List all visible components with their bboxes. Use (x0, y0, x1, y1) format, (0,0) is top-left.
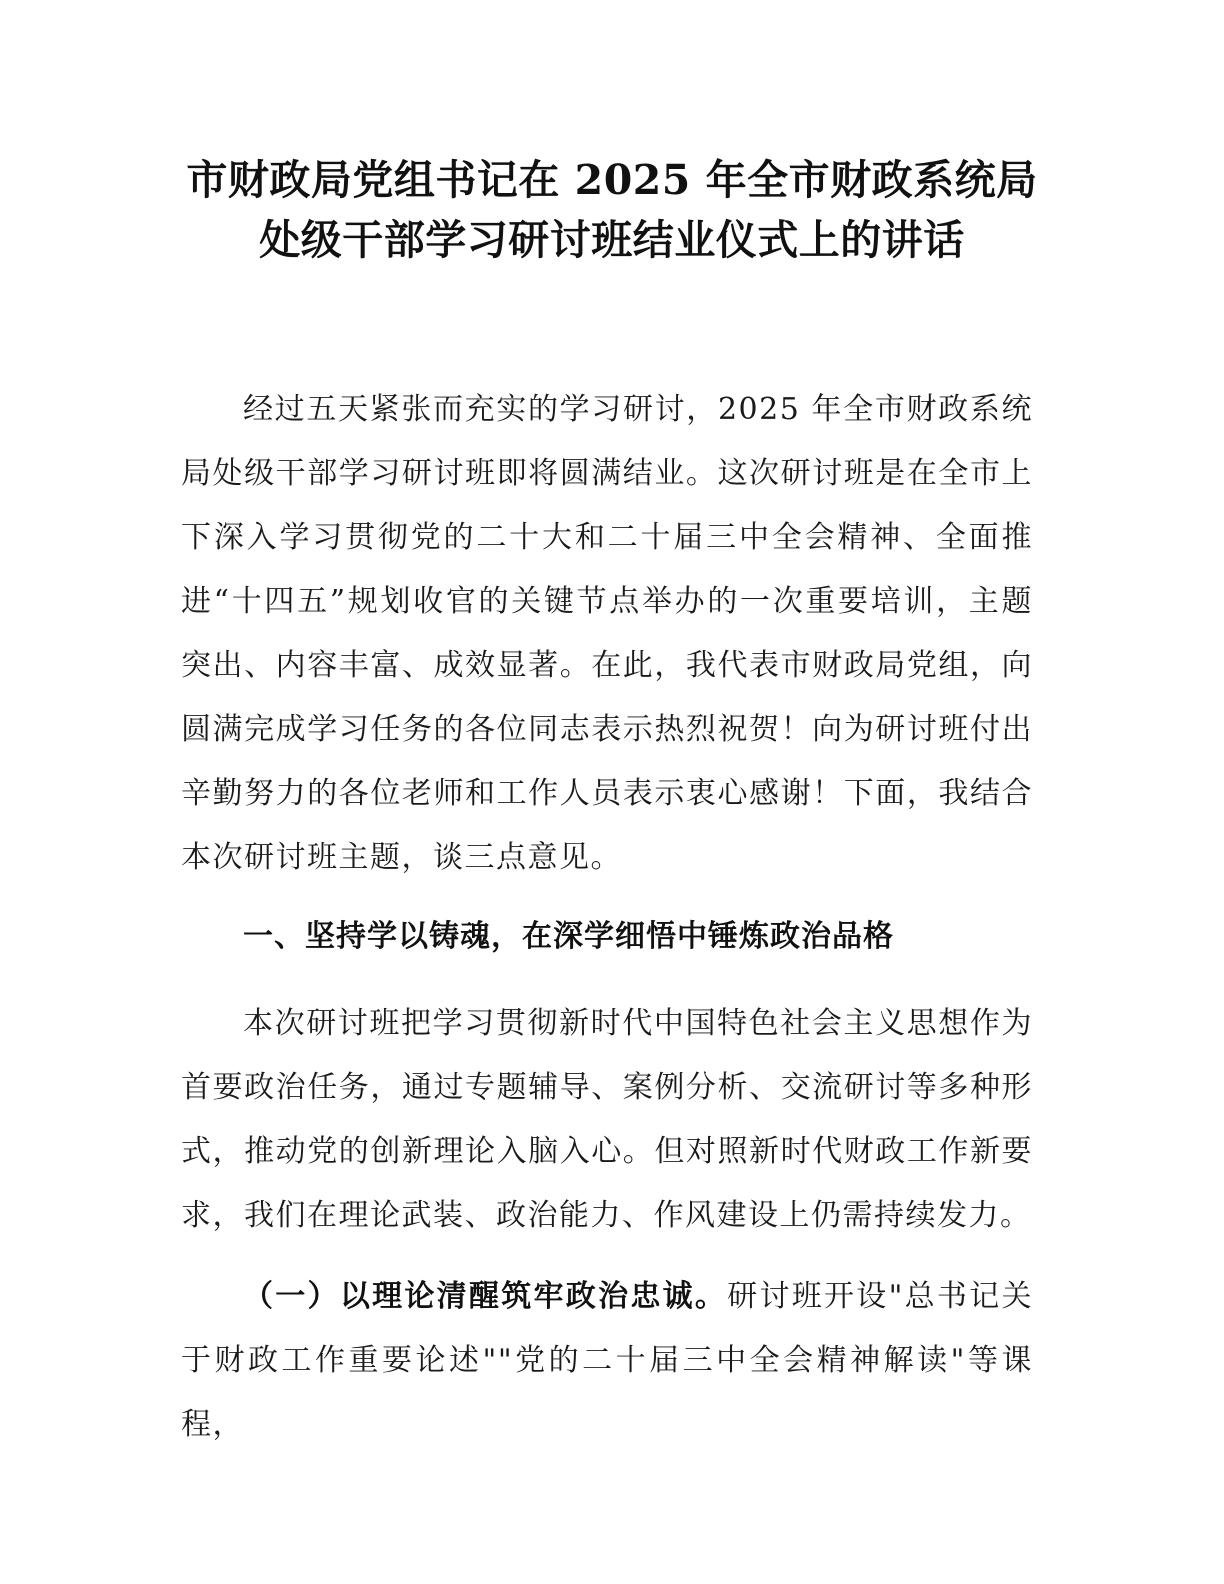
title-line-2: 处级干部学习研讨班结业仪式上的讲话 (259, 216, 965, 264)
document-title (150, 150, 1074, 270)
section-1-heading: 一、坚持学以铸魂，在深学细悟中锤炼政治品格 (243, 919, 894, 954)
subsection-1-heading: （一）以理论清醒筑牢政治忠诚。 (243, 1279, 728, 1314)
intro-paragraph: 经过五天紧张而充实的学习研讨，2025 年全市财政系统局处级干部学习研讨班即将圆满结业。这次研讨班是在全市上下深入学习贯彻党的二十大和二十届三中全会精神、全面推进“十四五”规划收官的关键节点举办的一次重要培训，主题突出、内容丰富、成效显著。在此，我代表市财政局党组，向圆满完成学习任务的各位同志表示热烈祝贺！向为研讨班付出辛勤努力的各位老师和工作人员表示衷心感谢！下面，我结合本次研讨班主题，谈三点意见。 (181, 392, 1033, 875)
section-1-body: 本次研讨班把学习贯彻新时代中国特色社会主义思想作为首要政治任务，通过专题辅导、案例分析、交流研讨等多种形式，推动党的创新理论入脑入心。但对照新时代财政工作新要求，我们在理论武装、政治能力、作风建设上仍需持续发力。 (181, 1006, 1033, 1233)
title-line-1: 市财政局党组书记在 2025 年全市财政系统局 (186, 156, 1038, 204)
subsection-1-paragraph (181, 1265, 1033, 1457)
subsection-1-body: 研讨班开设"总书记关于财政工作重要论述""党的二十届三中全会精神解读"等课程， (181, 1279, 1033, 1442)
